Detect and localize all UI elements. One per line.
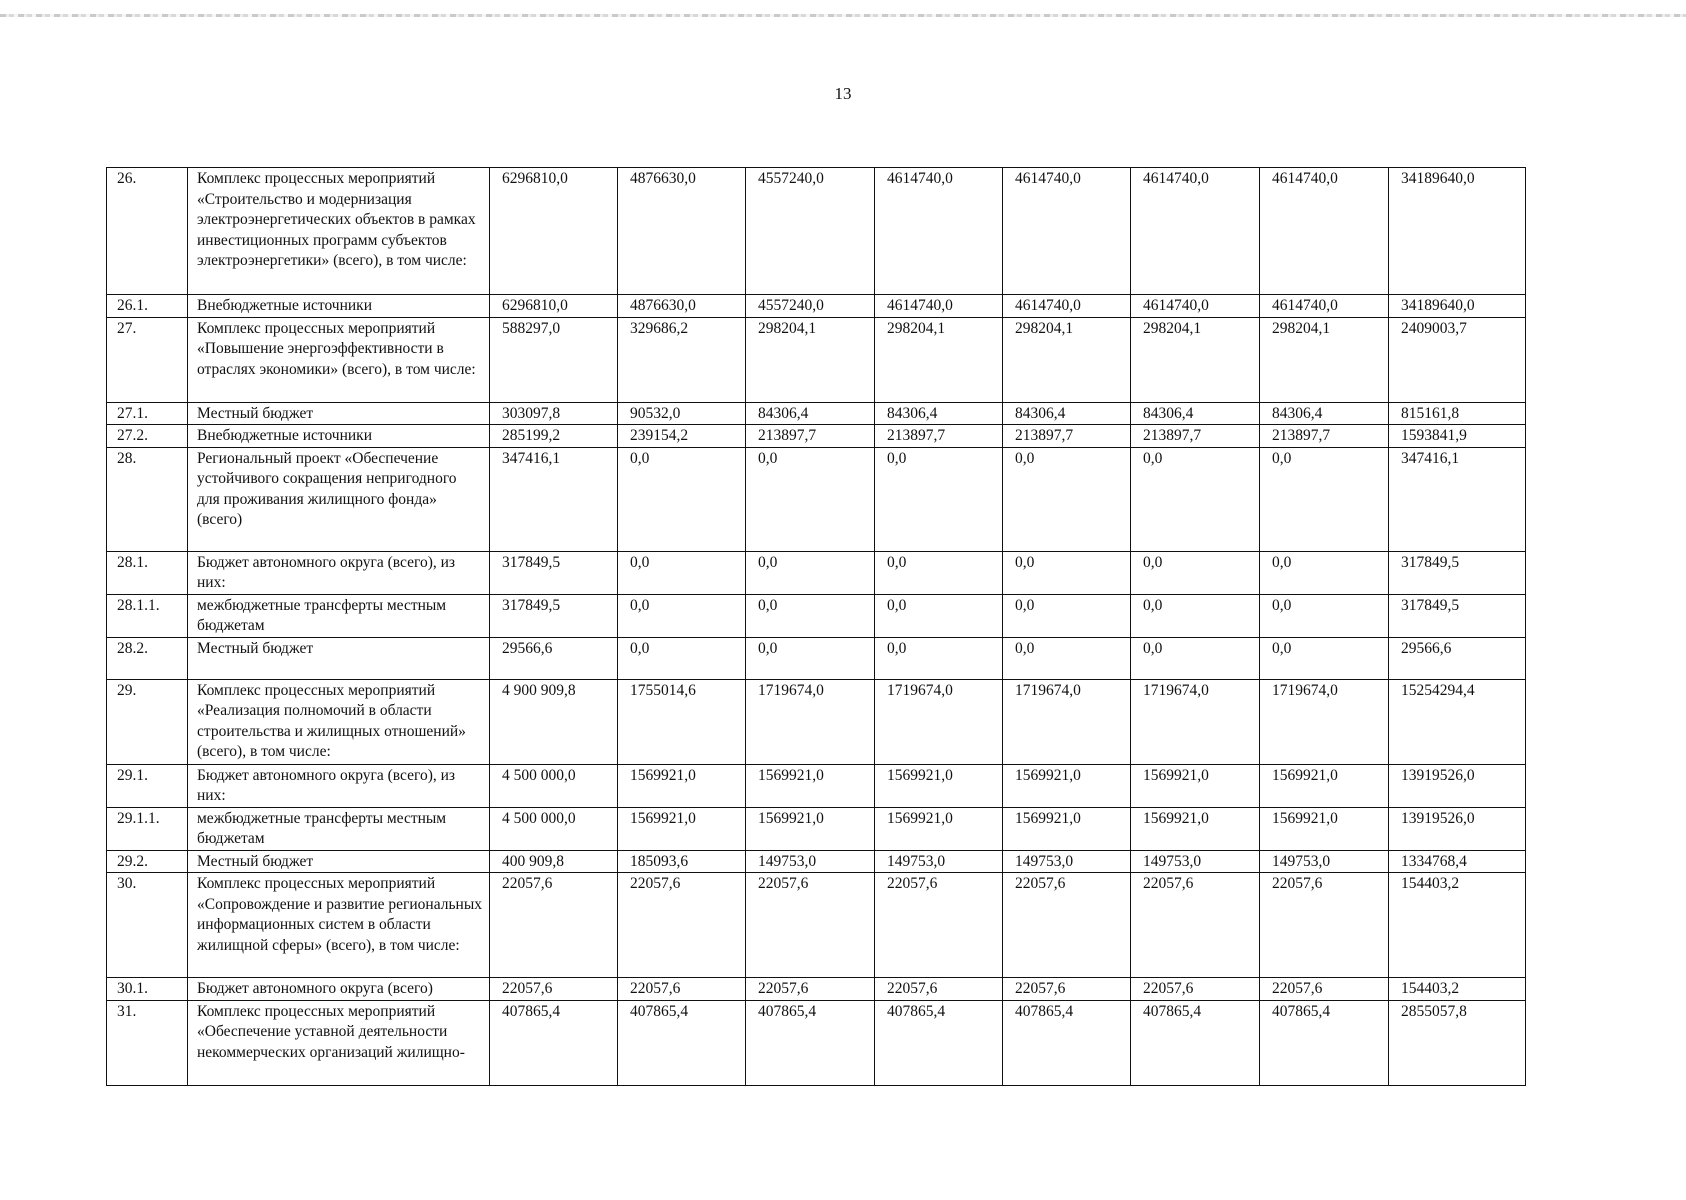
row-total-cell: 1593841,9	[1389, 425, 1526, 448]
table-row	[107, 807, 1526, 850]
row-total-cell: 154403,2	[1389, 873, 1526, 978]
table-row	[107, 317, 1526, 402]
row-total-cell: 317849,5	[1389, 551, 1526, 594]
row-total-cell: 15254294,4	[1389, 679, 1526, 764]
row-value-cell: 1755014,6	[618, 679, 746, 764]
row-description-cell: Местный бюджет	[188, 850, 490, 873]
row-value-cell: 407865,4	[1260, 1000, 1389, 1085]
row-total-cell: 2855057,8	[1389, 1000, 1526, 1085]
row-value-cell: 0,0	[1003, 594, 1131, 637]
row-number-cell: 29.2.	[107, 850, 188, 873]
table-row	[107, 425, 1526, 448]
row-value-cell: 0,0	[875, 551, 1003, 594]
row-value-cell: 22057,6	[1131, 978, 1260, 1001]
row-value-cell: 1569921,0	[1260, 764, 1389, 807]
row-value-cell: 22057,6	[618, 978, 746, 1001]
row-value-cell: 317849,5	[490, 594, 618, 637]
row-value-cell: 239154,2	[618, 425, 746, 448]
row-value-cell: 213897,7	[1131, 425, 1260, 448]
row-number-cell: 31.	[107, 1000, 188, 1085]
row-value-cell: 213897,7	[746, 425, 875, 448]
row-value-cell: 213897,7	[1003, 425, 1131, 448]
row-value-cell: 0,0	[618, 551, 746, 594]
row-value-cell: 22057,6	[1003, 978, 1131, 1001]
row-value-cell: 22057,6	[875, 873, 1003, 978]
row-description-cell: Бюджет автономного округа (всего), из них:	[188, 551, 490, 594]
row-number-cell: 29.1.	[107, 764, 188, 807]
row-description-cell: Комплекс процессных мероприятий «Реализация полномочий в области строительства и жилищных отношений» (всего), в том числе:	[188, 679, 490, 764]
row-description-cell: Внебюджетные источники	[188, 425, 490, 448]
row-value-cell: 1719674,0	[875, 679, 1003, 764]
row-value-cell: 407865,4	[1131, 1000, 1260, 1085]
row-value-cell: 4557240,0	[746, 295, 875, 318]
row-value-cell: 1569921,0	[875, 807, 1003, 850]
row-value-cell: 213897,7	[875, 425, 1003, 448]
table-row	[107, 764, 1526, 807]
row-value-cell: 0,0	[746, 637, 875, 679]
row-value-cell: 4 500 000,0	[490, 807, 618, 850]
row-number-cell: 27.1.	[107, 402, 188, 425]
row-value-cell: 22057,6	[875, 978, 1003, 1001]
row-value-cell: 213897,7	[1260, 425, 1389, 448]
row-value-cell: 84306,4	[875, 402, 1003, 425]
row-value-cell: 303097,8	[490, 402, 618, 425]
row-value-cell: 298204,1	[1131, 317, 1260, 402]
row-description-cell: Комплекс процессных мероприятий «Обеспечение уставной деятельности некоммерческих организаций жилищно-	[188, 1000, 490, 1085]
row-total-cell: 2409003,7	[1389, 317, 1526, 402]
row-value-cell: 0,0	[1131, 637, 1260, 679]
row-value-cell: 1569921,0	[746, 764, 875, 807]
row-description-cell: Бюджет автономного округа (всего), из них:	[188, 764, 490, 807]
row-value-cell: 285199,2	[490, 425, 618, 448]
table-row	[107, 402, 1526, 425]
row-number-cell: 26.	[107, 168, 188, 295]
row-description-cell: межбюджетные трансферты местным бюджетам	[188, 807, 490, 850]
row-number-cell: 27.2.	[107, 425, 188, 448]
row-description-cell: Бюджет автономного округа (всего)	[188, 978, 490, 1001]
row-value-cell: 6296810,0	[490, 295, 618, 318]
row-value-cell: 1569921,0	[618, 764, 746, 807]
row-total-cell: 317849,5	[1389, 594, 1526, 637]
row-number-cell: 28.1.	[107, 551, 188, 594]
row-value-cell: 347416,1	[490, 447, 618, 551]
row-value-cell: 0,0	[618, 637, 746, 679]
row-value-cell: 29566,6	[490, 637, 618, 679]
row-value-cell: 149753,0	[875, 850, 1003, 873]
row-value-cell: 407865,4	[875, 1000, 1003, 1085]
row-value-cell: 22057,6	[746, 978, 875, 1001]
row-total-cell: 815161,8	[1389, 402, 1526, 425]
row-value-cell: 6296810,0	[490, 168, 618, 295]
row-value-cell: 1719674,0	[746, 679, 875, 764]
row-number-cell: 30.	[107, 873, 188, 978]
row-description-cell: Комплекс процессных мероприятий «Сопровождение и развитие региональных информационных систем в области жилищной сферы» (всего), в том числе:	[188, 873, 490, 978]
row-value-cell: 0,0	[875, 637, 1003, 679]
row-total-cell: 29566,6	[1389, 637, 1526, 679]
scan-edge-artifact	[0, 14, 1686, 17]
row-value-cell: 22057,6	[1260, 873, 1389, 978]
row-value-cell: 298204,1	[746, 317, 875, 402]
row-value-cell: 149753,0	[746, 850, 875, 873]
row-value-cell: 22057,6	[1131, 873, 1260, 978]
row-value-cell: 298204,1	[875, 317, 1003, 402]
row-value-cell: 84306,4	[1131, 402, 1260, 425]
row-value-cell: 407865,4	[1003, 1000, 1131, 1085]
table-row	[107, 679, 1526, 764]
row-value-cell: 4614740,0	[1131, 168, 1260, 295]
budget-table	[106, 167, 1526, 1086]
row-value-cell: 22057,6	[618, 873, 746, 978]
row-value-cell: 4876630,0	[618, 295, 746, 318]
row-value-cell: 185093,6	[618, 850, 746, 873]
row-total-cell: 1334768,4	[1389, 850, 1526, 873]
table-body	[107, 168, 1526, 1086]
row-value-cell: 0,0	[1003, 447, 1131, 551]
table-row	[107, 551, 1526, 594]
row-number-cell: 26.1.	[107, 295, 188, 318]
row-value-cell: 4614740,0	[875, 168, 1003, 295]
table-row	[107, 447, 1526, 551]
row-description-cell: Региональный проект «Обеспечение устойчивого сокращения непригодного для проживания жилищного фонда» (всего)	[188, 447, 490, 551]
row-value-cell: 1569921,0	[1260, 807, 1389, 850]
row-value-cell: 1719674,0	[1131, 679, 1260, 764]
row-total-cell: 347416,1	[1389, 447, 1526, 551]
row-number-cell: 29.	[107, 679, 188, 764]
row-value-cell: 4557240,0	[746, 168, 875, 295]
row-value-cell: 0,0	[1131, 551, 1260, 594]
row-value-cell: 0,0	[746, 447, 875, 551]
row-value-cell: 0,0	[618, 447, 746, 551]
row-value-cell: 4614740,0	[1260, 168, 1389, 295]
page-number: 13	[834, 84, 852, 103]
row-value-cell: 0,0	[1260, 637, 1389, 679]
row-total-cell: 34189640,0	[1389, 168, 1526, 295]
row-number-cell: 29.1.1.	[107, 807, 188, 850]
row-value-cell: 317849,5	[490, 551, 618, 594]
row-value-cell: 588297,0	[490, 317, 618, 402]
row-value-cell: 407865,4	[618, 1000, 746, 1085]
row-value-cell: 0,0	[618, 594, 746, 637]
row-value-cell: 0,0	[1131, 447, 1260, 551]
table-row	[107, 594, 1526, 637]
row-value-cell: 4876630,0	[618, 168, 746, 295]
row-value-cell: 0,0	[875, 447, 1003, 551]
row-value-cell: 0,0	[1260, 594, 1389, 637]
row-value-cell: 4614740,0	[1003, 295, 1131, 318]
row-value-cell: 1719674,0	[1260, 679, 1389, 764]
row-value-cell: 0,0	[1131, 594, 1260, 637]
row-value-cell: 1569921,0	[1131, 807, 1260, 850]
row-value-cell: 22057,6	[490, 978, 618, 1001]
row-value-cell: 84306,4	[1260, 402, 1389, 425]
row-value-cell: 4614740,0	[1260, 295, 1389, 318]
row-description-cell: межбюджетные трансферты местным бюджетам	[188, 594, 490, 637]
row-total-cell: 13919526,0	[1389, 807, 1526, 850]
row-value-cell: 149753,0	[1131, 850, 1260, 873]
row-value-cell: 0,0	[875, 594, 1003, 637]
row-value-cell: 84306,4	[1003, 402, 1131, 425]
row-value-cell: 1569921,0	[1131, 764, 1260, 807]
row-value-cell: 1569921,0	[618, 807, 746, 850]
row-total-cell: 13919526,0	[1389, 764, 1526, 807]
row-value-cell: 400 909,8	[490, 850, 618, 873]
row-value-cell: 149753,0	[1260, 850, 1389, 873]
row-value-cell: 22057,6	[746, 873, 875, 978]
row-value-cell: 84306,4	[746, 402, 875, 425]
table-row	[107, 1000, 1526, 1085]
row-total-cell: 34189640,0	[1389, 295, 1526, 318]
row-value-cell: 1569921,0	[1003, 764, 1131, 807]
row-value-cell: 1569921,0	[1003, 807, 1131, 850]
table-row	[107, 295, 1526, 318]
table-row	[107, 637, 1526, 679]
row-value-cell: 1569921,0	[875, 764, 1003, 807]
table-row	[107, 168, 1526, 295]
row-value-cell: 4614740,0	[875, 295, 1003, 318]
row-value-cell: 149753,0	[1003, 850, 1131, 873]
row-value-cell: 0,0	[746, 594, 875, 637]
row-value-cell: 0,0	[746, 551, 875, 594]
row-value-cell: 22057,6	[490, 873, 618, 978]
row-value-cell: 4 500 000,0	[490, 764, 618, 807]
row-value-cell: 329686,2	[618, 317, 746, 402]
row-value-cell: 22057,6	[1003, 873, 1131, 978]
row-value-cell: 1719674,0	[1003, 679, 1131, 764]
row-description-cell: Комплекс процессных мероприятий «Строительство и модернизация электроэнергетических объектов в рамках инвестиционных программ субъектов электроэнергетики» (всего), в том числе:	[188, 168, 490, 295]
row-total-cell: 154403,2	[1389, 978, 1526, 1001]
row-number-cell: 28.2.	[107, 637, 188, 679]
row-value-cell: 407865,4	[746, 1000, 875, 1085]
row-description-cell: Комплекс процессных мероприятий «Повышение энергоэффективности в отраслях экономики» (всего), в том числе:	[188, 317, 490, 402]
row-value-cell: 298204,1	[1003, 317, 1131, 402]
row-number-cell: 27.	[107, 317, 188, 402]
row-value-cell: 298204,1	[1260, 317, 1389, 402]
row-value-cell: 4 900 909,8	[490, 679, 618, 764]
row-value-cell: 0,0	[1003, 551, 1131, 594]
table-row	[107, 978, 1526, 1001]
table-row	[107, 873, 1526, 978]
row-value-cell: 0,0	[1260, 447, 1389, 551]
row-value-cell: 4614740,0	[1131, 295, 1260, 318]
row-value-cell: 0,0	[1003, 637, 1131, 679]
row-number-cell: 30.1.	[107, 978, 188, 1001]
row-value-cell: 407865,4	[490, 1000, 618, 1085]
row-description-cell: Внебюджетные источники	[188, 295, 490, 318]
row-value-cell: 1569921,0	[746, 807, 875, 850]
row-description-cell: Местный бюджет	[188, 402, 490, 425]
row-value-cell: 0,0	[1260, 551, 1389, 594]
row-number-cell: 28.	[107, 447, 188, 551]
table-row	[107, 850, 1526, 873]
row-value-cell: 90532,0	[618, 402, 746, 425]
row-value-cell: 4614740,0	[1003, 168, 1131, 295]
row-number-cell: 28.1.1.	[107, 594, 188, 637]
row-value-cell: 22057,6	[1260, 978, 1389, 1001]
row-description-cell: Местный бюджет	[188, 637, 490, 679]
